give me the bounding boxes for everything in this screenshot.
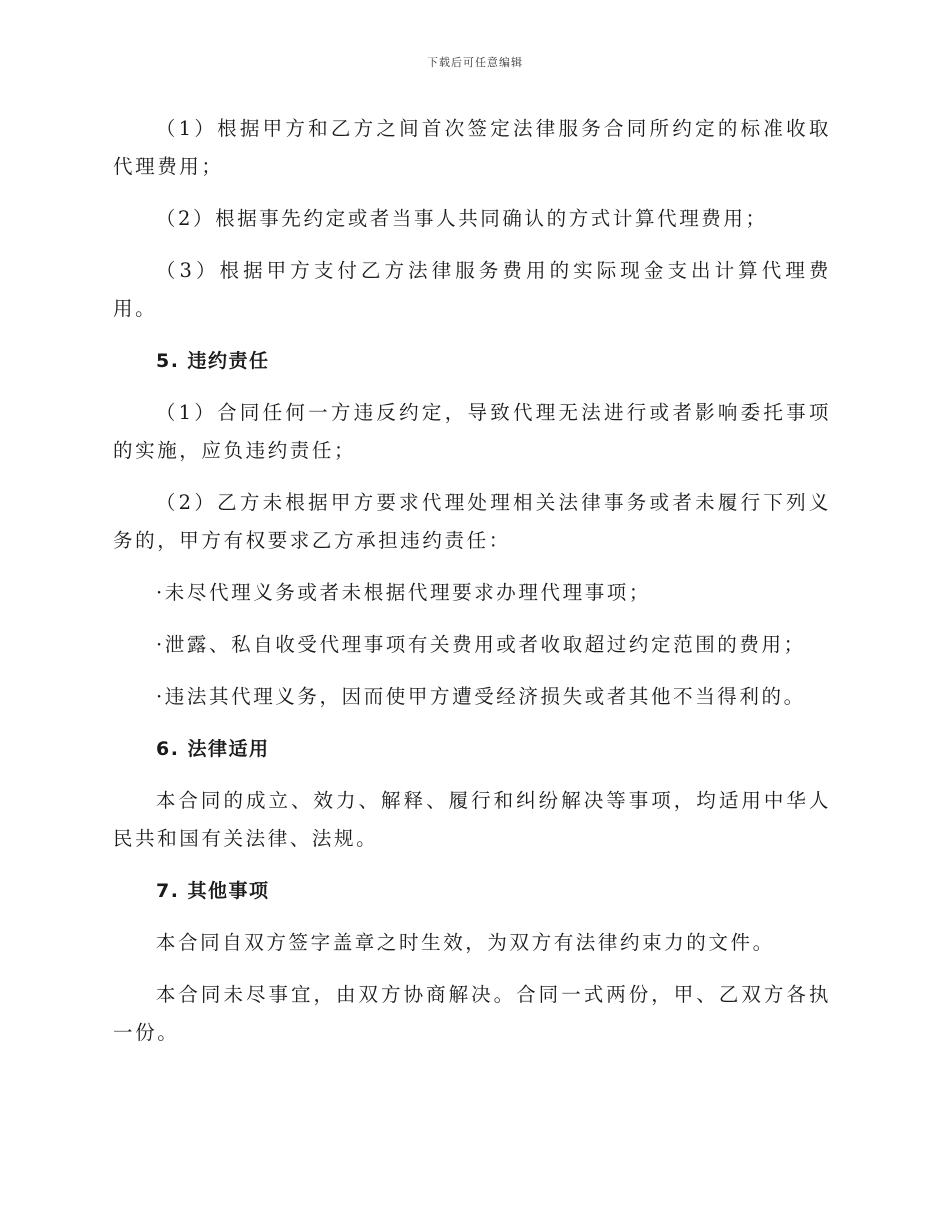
breach-bullet-2: ·泄露、私自收受代理事项有关费用或者收取超过约定范围的费用； (156, 633, 806, 656)
fee-clause-3: （3）根据甲方支付乙方法律服务费用的实际现金支出计算代理费用。 (113, 259, 831, 320)
breach-bullet-3: ·违法其代理义务，因而使甲方遭受经济损失或者其他不当得利的。 (156, 685, 806, 708)
section-heading-other: 7. 其他事项 (156, 880, 270, 902)
page-header: 下载后可任意编辑 (427, 56, 523, 69)
other-clause-1: 本合同自双方签字盖章之时生效，为双方有法律约束力的文件。 (155, 931, 775, 954)
other-clause-2: 本合同未尽事宜，由双方协商解决。合同一式两份，甲、乙双方各执一份。 (113, 983, 831, 1044)
breach-clause-2: （2）乙方未根据甲方要求代理处理相关法律事务或者未履行下列义务的，甲方有权要求乙方承担违约责任： (113, 491, 831, 552)
law-clause: 本合同的成立、效力、解释、履行和纠纷解决等事项，均适用中华人民共和国有关法律、法规。 (113, 789, 831, 850)
section-heading-law: 6. 法律适用 (156, 738, 270, 760)
section-heading-breach: 5. 违约责任 (156, 350, 270, 372)
breach-bullet-1: ·未尽代理义务或者未根据代理要求办理代理事项； (156, 581, 651, 604)
fee-clause-1: （1）根据甲方和乙方之间首次签定法律服务合同所约定的标准收取代理费用； (113, 117, 831, 178)
fee-clause-2: （2）根据事先约定或者当事人共同确认的方式计算代理费用； (155, 207, 768, 230)
document-body (113, 110, 831, 1066)
breach-clause-1: （1）合同任何一方违反约定，导致代理无法进行或者影响委托事项的实施，应负违约责任； (113, 401, 831, 462)
